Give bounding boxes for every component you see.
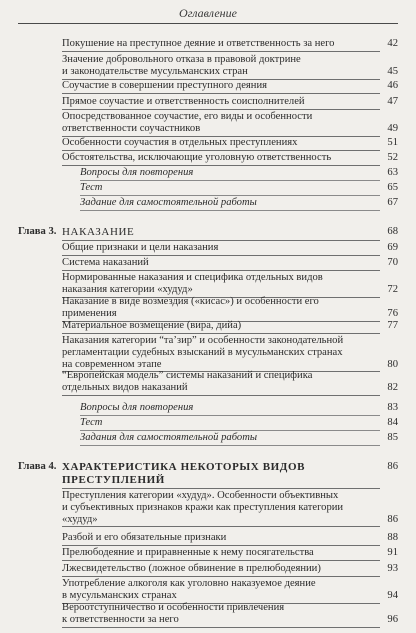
toc-entry[interactable] — [62, 257, 380, 271]
toc-entry-text: Задание для самостоятельной работы — [80, 197, 257, 208]
toc-entry-text: Задания для самостоятельной работы — [80, 432, 258, 443]
toc-page-number: 93 — [387, 563, 398, 574]
toc-entry[interactable] — [62, 152, 380, 166]
toc-sub-entry[interactable] — [80, 432, 380, 446]
toc-sub-entry[interactable] — [80, 182, 380, 196]
toc-entry-text: наказания категории «худуд» — [62, 283, 193, 295]
toc-entry-text: Материальное возмещение (вира, дийа) — [62, 320, 242, 331]
toc-page-number: 42 — [387, 38, 398, 49]
toc-entry-text: Наказания категории “та’зир” и особенности законодательной — [62, 335, 344, 346]
toc-page-number: 45 — [387, 65, 398, 77]
toc-page-number: 86 — [387, 513, 398, 525]
toc-page-number: 85 — [387, 432, 398, 443]
toc-page-number: 69 — [387, 242, 398, 253]
toc-entry[interactable] — [62, 532, 380, 546]
toc-sub-entry[interactable] — [80, 417, 380, 431]
toc-page-number: 76 — [387, 307, 398, 319]
toc-sub-entry[interactable] — [80, 197, 380, 211]
toc-sub-entry[interactable] — [80, 402, 380, 416]
chapter-title-rule — [62, 488, 380, 489]
toc-entry-text: и субъективных признаков кражи как преступления категории — [62, 501, 344, 513]
toc-entry[interactable] — [62, 490, 380, 527]
toc-page-number: 68 — [387, 226, 398, 237]
toc-page-number: 51 — [387, 137, 398, 148]
toc-entry[interactable] — [62, 111, 380, 137]
toc-entry-text: на современном этапе — [62, 358, 162, 370]
toc-entry-text: Покушение на преступное деяние и ответственность за него — [62, 38, 335, 49]
toc-entry[interactable] — [62, 578, 380, 604]
toc-page-number: 83 — [387, 402, 398, 413]
toc-entry[interactable] — [62, 370, 380, 396]
toc-entry-text: Преступления категории «худуд». Особенности объективных — [62, 490, 339, 501]
chapter-title[interactable]: НАКАЗАНИЕ — [62, 226, 135, 238]
toc-page-number: 80 — [387, 358, 398, 370]
toc-page-number: 86 — [387, 461, 398, 472]
toc-page-number: 91 — [387, 547, 398, 558]
toc-page-number: 84 — [387, 417, 398, 428]
toc-entry-text: регламентации судебных взысканий в мусульманских странах — [62, 346, 343, 358]
toc-page-number: 96 — [387, 613, 398, 625]
toc-entry[interactable] — [62, 54, 380, 80]
toc-page-number: 49 — [387, 122, 398, 134]
toc-entry-text: Особенности соучастия в отдельных преступлениях — [62, 137, 298, 148]
toc-page-number: 52 — [387, 152, 398, 163]
toc-sub-entry[interactable] — [80, 167, 380, 181]
toc-entry[interactable] — [62, 563, 380, 577]
toc-entry-text: Тест — [80, 417, 103, 428]
running-header: Оглавление — [179, 6, 237, 20]
toc-entry-text: в мусульманских странах — [62, 589, 177, 601]
chapter-label: Глава 4. — [18, 461, 57, 472]
toc-entry-text: ответственности соучастников — [62, 122, 201, 134]
toc-entry[interactable] — [62, 602, 380, 628]
toc-page-number: 77 — [387, 320, 398, 331]
toc-entry-text: Разбой и его обязательные признаки — [62, 532, 227, 543]
toc-entry[interactable] — [62, 242, 380, 256]
toc-entry[interactable] — [62, 296, 380, 322]
toc-entry[interactable] — [62, 320, 380, 334]
chapter-title[interactable]: ПРЕСТУПЛЕНИЙ — [62, 474, 165, 486]
toc-entry-text: Тест — [80, 182, 103, 193]
toc-entry[interactable] — [62, 335, 380, 372]
toc-entry-text: Лжесвидетельство (ложное обвинение в прелюбодеянии) — [62, 563, 321, 574]
toc-entry[interactable] — [62, 96, 380, 110]
toc-entry[interactable] — [62, 547, 380, 561]
chapter-label: Глава 3. — [18, 226, 57, 237]
toc-entry-text: “Европейская модель” системы наказаний и специфика — [62, 370, 313, 381]
toc-entry-text: Соучастие в совершении преступного деяния — [62, 80, 268, 91]
toc-page-number: 88 — [387, 532, 398, 543]
toc-entry-text: к ответственности за него — [62, 613, 179, 625]
toc-entry[interactable] — [62, 80, 380, 94]
toc-entry-text: применения — [62, 307, 117, 319]
toc-entry-text: и законодательстве мусульманских стран — [62, 65, 248, 77]
toc-entry-text: Вероотступничество и особенности привлечения — [62, 602, 285, 613]
toc-entry-text: «худуд» — [62, 513, 98, 525]
toc-entry-text: Нормированные наказания и специфика отдельных видов — [62, 272, 323, 283]
chapter-title[interactable]: ХАРАКТЕРИСТИКА НЕКОТОРЫХ ВИДОВ — [62, 461, 306, 473]
toc-page-number: 46 — [387, 80, 398, 91]
toc-page-number: 65 — [387, 182, 398, 193]
toc-page-number: 47 — [387, 96, 398, 107]
toc-entry-text: Вопросы для повторения — [80, 167, 194, 178]
toc-page-number: 94 — [387, 589, 398, 601]
toc-page-number: 70 — [387, 257, 398, 268]
toc-entry-text: Прелюбодеяние и приравненные к нему посягательства — [62, 547, 314, 558]
toc-entry-text: отдельных видов наказаний — [62, 381, 188, 393]
toc-page-number: 82 — [387, 381, 398, 393]
toc-page-number: 67 — [387, 197, 398, 208]
toc-page-number: 63 — [387, 167, 398, 178]
toc-entry[interactable] — [62, 137, 380, 151]
toc-entry-text: Общие признаки и цели наказания — [62, 242, 219, 253]
toc-entry-text: Опосредствованное соучастие, его виды и особенности — [62, 111, 313, 122]
toc-entry-text: Употребление алкоголя как уголовно наказуемое деяние — [62, 578, 316, 589]
chapter-title-rule — [62, 240, 380, 241]
toc-page-number: 72 — [387, 283, 398, 295]
toc-entry-text: Обстоятельства, исключающие уголовную ответственность — [62, 152, 332, 163]
toc-entry-text: Система наказаний — [62, 257, 149, 268]
toc-entry-text: Значение добровольного отказа в правовой доктрине — [62, 54, 301, 65]
toc-entry[interactable] — [62, 38, 380, 52]
toc-entry-text: Вопросы для повторения — [80, 402, 194, 413]
toc-entry-text: Наказание в виде возмездия («кисас») и особенности его — [62, 296, 319, 307]
toc-entry[interactable] — [62, 272, 380, 298]
toc-entry-text: Прямое соучастие и ответственность соисполнителей — [62, 96, 305, 107]
